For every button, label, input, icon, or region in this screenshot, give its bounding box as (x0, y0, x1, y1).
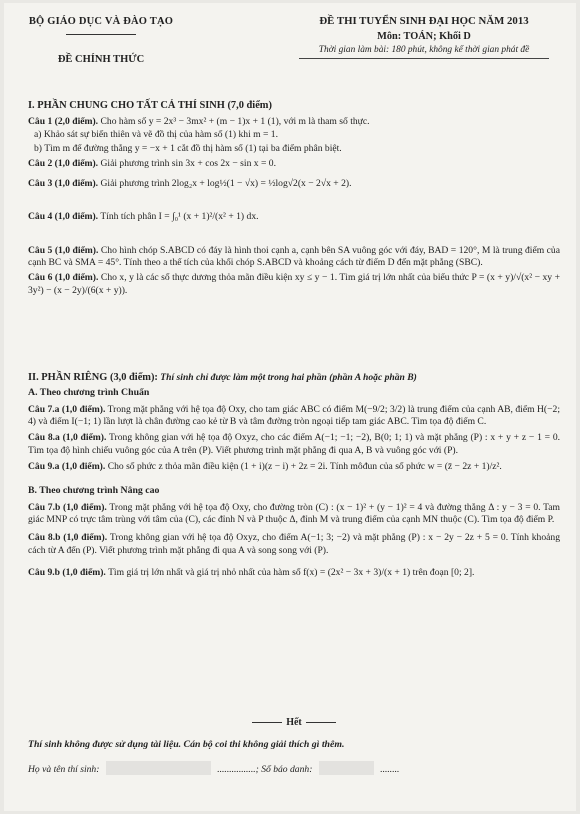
id-label: Số báo danh: (261, 763, 313, 775)
q9a-label: Câu 9.a (1,0 điểm). (28, 460, 106, 472)
q1b-text: b) Tìm m để đường thẳng y = −x + 1 cắt đồ thị hàm số (1) tại ba điểm phân biệt. (34, 142, 342, 154)
q5-text: Cho hình chóp S.ABCD có đáy là hình thoi cạnh a, cạnh bên SA vuông góc với đáy, BAD = 120°, M là trung điểm của cạnh BC và SMA = 45°. Tính theo a thể tích của khối chóp S.ABCD và khoảng cách từ điểm D đến mặt phẳng (SBC). (28, 244, 560, 269)
q7b-text: Trong mặt phẳng với hệ tọa độ Oxy, cho đường tròn (C) : (x − 1)² + (y − 1)² = 4 và đường thẳng Δ : y − 3 = 0. Tam giác MNP có trực tâm trùng với tâm của (C), các đỉnh N và P thuộc Δ, đỉnh M và trung điểm của cạnh MN thuộc (C). Tìm tọa độ điểm P. (28, 501, 560, 525)
q3-text: Giải phương trình 2log₂x + log½(1 − √x) = ½log√2(x − 2√x + 2). (100, 178, 352, 190)
q8b-text: Trong không gian với hệ tọa độ Oxyz, cho điểm A(−1; 3; −2) và mặt phẳng (P) : x − 2y − 2z + 5 = 0. Tính khoảng cách từ A đến (P). Viết phương trình mặt phẳng đi qua A và song song với (P). (28, 532, 560, 556)
q6-text: Cho x, y là các số thực dương thỏa mãn điều kiện xy ≤ y − 1. Tìm giá trị lớn nhất của biểu thức P = (x + y)/√(x² − xy + 3y²) − (x − 2y)/(6(x + y)). (28, 272, 560, 296)
part-1 (28, 99, 560, 297)
name-dots: ................; (217, 763, 259, 775)
question-2 (28, 158, 560, 170)
question-8a (28, 432, 560, 457)
q8a-label: Câu 8.a (1,0 điểm). (28, 432, 107, 444)
name-label: Họ và tên thí sinh: (28, 763, 100, 775)
q1-text: Cho hàm số y = 2x³ − 3mx² + (m − 1)x + 1 (1), với m là tham số thực. (100, 116, 370, 128)
program-a-title: A. Theo chương trình Chuẩn (28, 387, 150, 399)
q8a-text: Trong không gian với hệ tọa độ Oxyz, cho các điểm A(−1; −1; −2), B(0; 1; 1) và mặt phẳng (P) : x + y + z − 1 = 0. Tìm tọa độ hình chiếu vuông góc của A trên (P). Viết phương trình mặt phẳng đi qua A, B và vuông góc với (P). (28, 432, 561, 456)
footer-note: Thí sinh không được sử dụng tài liệu. Cán bộ coi thi không giải thích gì thêm. (28, 739, 345, 750)
q9a-text: Cho số phức z thỏa mãn điều kiện (1 + i)(z − i) + 2z = 2i. Tính môđun của số phức w = (z̄ − 2z + 1)/z². (107, 460, 502, 472)
question-6 (28, 272, 560, 297)
exam-sheet (4, 3, 576, 811)
question-7b (28, 502, 560, 527)
q1a-text: a) Khảo sát sự biến thiên và vẽ đồ thị của hàm số (1) khi m = 1. (34, 128, 279, 140)
q7a-label: Câu 7.a (1,0 điểm). (28, 403, 106, 415)
part-2 (28, 371, 560, 579)
time-divider (299, 58, 549, 59)
question-9a (28, 461, 560, 473)
q7b-label: Câu 7.b (1,0 điểm). (28, 501, 107, 513)
question-8b (28, 532, 560, 557)
question-5 (28, 245, 560, 270)
question-4 (28, 211, 560, 223)
header-left (26, 15, 176, 67)
q5-label: Câu 5 (1,0 điểm). (28, 244, 99, 256)
exam-time: Thời gian làm bài: 180 phút, không kể thời gian phát đề (318, 44, 530, 55)
q2-label: Câu 2 (1,0 điểm). (28, 158, 99, 170)
q9b-label: Câu 9.b (1,0 điểm). (28, 566, 106, 578)
question-1 (28, 116, 560, 128)
q9b-text: Tìm giá trị lớn nhất và giá trị nhỏ nhất của hàm số f(x) = (2x² − 3x + 3)/(x + 1) trên đoạn [0; 2]. (108, 566, 475, 578)
part-2-note: Thí sinh chỉ được làm một trong hai phần (phần A hoặc phần B) (160, 372, 417, 383)
id-redaction (319, 761, 374, 775)
q3-label: Câu 3 (1,0 điểm). (28, 178, 99, 190)
header-right (274, 15, 574, 59)
q8b-label: Câu 8.b (1,0 điểm). (28, 532, 108, 544)
ministry-name: BỘ GIÁO DỤC VÀ ĐÀO TẠO (28, 16, 174, 27)
part-2-title: II. PHẦN RIÊNG (3,0 điểm): (28, 372, 158, 383)
header-divider (66, 34, 136, 35)
q2-text: Giải phương trình sin 3x + cos 2x − sin x = 0. (100, 158, 276, 170)
question-3 (28, 178, 560, 190)
part-1-title: I. PHẦN CHUNG CHO TẤT CẢ THÍ SINH (7,0 điểm) (28, 100, 272, 111)
q6-label: Câu 6 (1,0 điểm). (28, 272, 99, 284)
program-b-title: B. Theo chương trình Nâng cao (28, 485, 160, 497)
id-dots: ........ (380, 763, 400, 775)
footer (28, 739, 560, 776)
q4-text: Tính tích phân I = ∫₀¹ (x + 1)²/(x² + 1) dx. (100, 210, 259, 222)
part-2-heading (28, 371, 560, 384)
question-7a (28, 404, 560, 429)
candidate-line (28, 761, 560, 776)
q7a-text: Trong mặt phẳng với hệ tọa độ Oxy, cho tam giác ABC có điểm M(−9/2; 3/2) là trung điểm của cạnh AB, điểm H(−2; 4) và điểm I(−1; 1) lần lượt là chân đường cao kẻ từ B và tâm đường tròn ngoại tiếp tam giác ABC. Tìm tọa độ điểm C. (28, 403, 560, 428)
exam-title: ĐỀ THI TUYỂN SINH ĐẠI HỌC NĂM 2013 (319, 15, 529, 27)
question-9b (28, 567, 560, 579)
q4-label: Câu 4 (1,0 điểm). (28, 210, 99, 222)
exam-subject: Môn: TOÁN; Khối D (377, 30, 471, 42)
official-label: ĐỀ CHÍNH THỨC (57, 54, 145, 66)
q1-label: Câu 1 (2,0 điểm). (28, 116, 99, 128)
name-redaction (106, 761, 211, 775)
end-marker: Hết (234, 717, 354, 730)
